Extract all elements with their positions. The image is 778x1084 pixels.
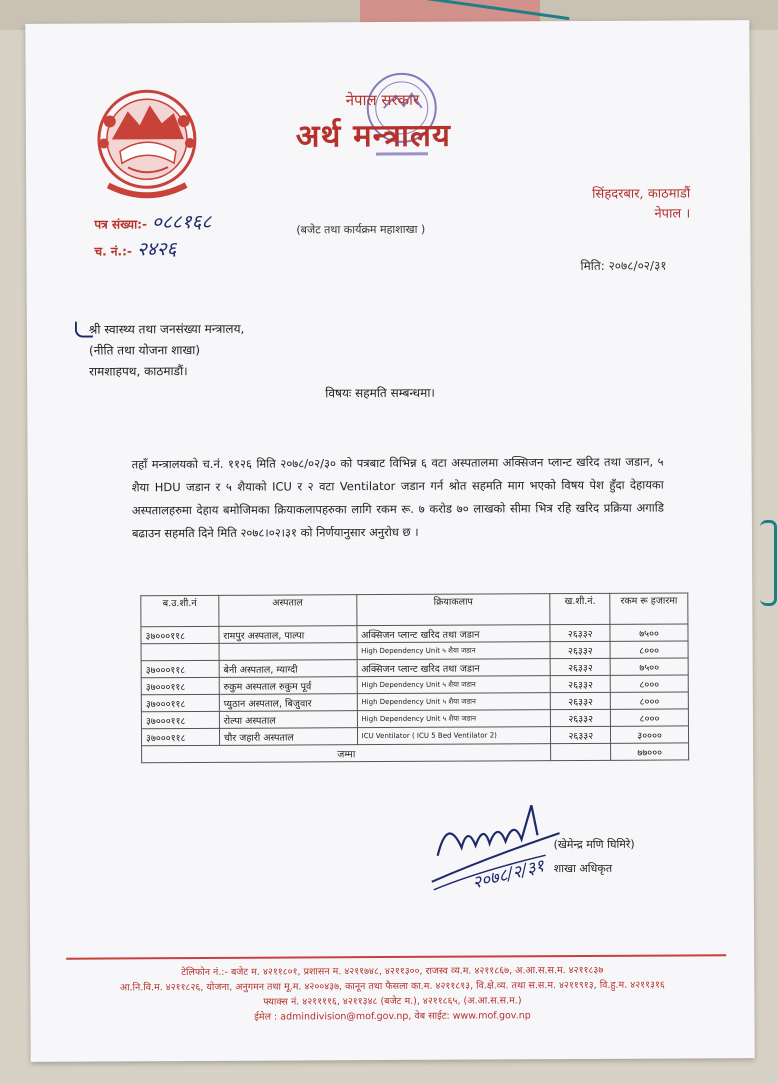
letter-date: मिति: २०७८/०२/३१	[580, 258, 667, 273]
chalani-label: च. नं.:-	[94, 244, 132, 259]
ministry-title: अर्थ मन्त्रालय	[295, 117, 452, 155]
cell-code	[141, 643, 219, 660]
cell-amount: ८०००	[610, 675, 688, 692]
cell-code: ३७०००११८	[141, 711, 219, 728]
footer-fax: फ्याक्स नं. ४२११११६, ४२११३४८ (बजेट म.), ४२११८६५, (अ.आ.स.स.म.)	[263, 995, 522, 1008]
nepal-emblem-icon	[88, 81, 207, 212]
addressee-line-3: रामशाहपथ, काठमाडौं।	[89, 364, 188, 379]
footer-telephone-2: आ.नि.वि.म. ४२११८२६, योजना, अनुगमन तथा मू.म. ४२००४३७, कानून तथा फैसला का.म. ४२११८१३, वि.क्षे.व्य. तथा स.स.म. ४२११९१३, वि.हु.म. ४२११३१६	[119, 979, 665, 994]
subject-line: विषयः सहमति सम्बन्धमा।	[325, 385, 436, 401]
signatory-name: खेमेन्द्र मणि घिमिरे	[557, 837, 631, 852]
cell-activity: ICU Ventilator ( ICU 5 Bed Ventilator 2)	[357, 727, 551, 745]
government-title: नेपाल सरकार	[345, 90, 420, 110]
cell-activity: High Dependency Unit ५ शैया जडान	[357, 676, 551, 694]
letter-page	[25, 20, 754, 1062]
cell-amount: ७५००	[610, 658, 688, 675]
cell-amount: ३००००	[611, 726, 689, 743]
cell-amount: ८०००	[610, 692, 688, 709]
table-total-row	[142, 743, 689, 763]
signatory-name-line: (खेमेन्द्र मणि घिमिरे)	[553, 837, 635, 852]
letterhead-footer	[30, 962, 754, 1026]
patra-value: ०८८१६८	[151, 210, 212, 234]
cell-amount: ८०००	[610, 641, 688, 658]
header-expense: ख.शी.नं.	[550, 593, 610, 624]
table-header-row	[141, 593, 688, 627]
footer-contact: ईमेल : admindivision@mof.gov.np, वेब साईट: www.mof.gov.np	[254, 1010, 531, 1023]
address-line-1: सिंहदरबार, काठमाडौं	[592, 186, 691, 202]
cell-hospital	[219, 643, 357, 661]
section-name: (बजेट तथा कार्यक्रम महाशाखा )	[296, 222, 426, 237]
total-label: जम्मा	[142, 744, 551, 763]
address-line-2: नेपाल ।	[654, 206, 691, 222]
addressee-line-2: (नीति तथा योजना शाखा)	[88, 342, 201, 358]
signature-date: २०७८/२/३१	[470, 855, 547, 894]
cell-hospital: रामपुर अस्पताल, पाल्पा	[219, 626, 357, 644]
cell-expense: २६३३२	[550, 658, 610, 675]
cell-activity: High Dependency Unit ५ शैया जडान	[357, 693, 551, 711]
cell-hospital: रुकुम अस्पताल रुकुम पूर्व	[219, 677, 357, 695]
cell-expense: २६३३२	[551, 709, 611, 726]
cell-hospital: चौर जहारी अस्पताल	[219, 728, 357, 746]
cell-activity: अक्सिजन प्लान्ट खरिद तथा जडान	[357, 625, 551, 643]
cell-activity: High Dependency Unit ५ शैया जडान	[357, 642, 551, 660]
cell-code: ३७०००११८	[141, 728, 219, 745]
letter-body: तहाँ मन्त्रालयको च.नं. ११२६ मिति २०७८/०२/३० को पत्रबाट विभिन्न ६ वटा अस्पतालमा अक्सिजन प्लान्ट खरिद तथा जडान, ५ शैया HDU जडान र ५ शैयाको ICU र २ वटा Ventilator जडान गर्न श्रोत सहमति माग भएको विषय पेश हुँदा देहायका अस्पतालहरुमा देहाय बमोजिमका क्रियाकलापहरुका लागि रकम रू. ७ करोड ७० लाखको सीमा भित्र रहि खरिद प्रक्रिया अगाडि बढाउन सहमति दिने मिति २०७८।०२।३१ को निर्णयानुसार अनुरोध छ ।	[131, 454, 664, 541]
chalani-value: २४२६	[136, 238, 177, 261]
handwritten-mark	[75, 322, 93, 338]
total-amount: ७७०००	[611, 743, 689, 760]
cell-code: ३७०००११८	[141, 660, 219, 677]
cell-activity: अक्सिजन प्लान्ट खरिद तथा जडान	[357, 659, 551, 677]
header-code: ब.उ.शी.नं	[141, 595, 219, 626]
cell-expense: २६३३२	[551, 726, 611, 743]
header-hospital: अस्पताल	[219, 595, 357, 627]
cell-hospital: रोल्पा अस्पताल	[219, 711, 357, 729]
cell-expense: २६३३२	[551, 675, 611, 692]
header-amount: रकम रू हजारमा	[610, 593, 688, 624]
cell-hospital: बेनी अस्पताल, म्याग्दी	[219, 660, 357, 678]
cell-amount: ७५००	[610, 624, 688, 641]
cell-expense: २६३३२	[550, 641, 610, 658]
cell-code: ३७०००११८	[141, 626, 219, 643]
signatory-title: शाखा अधिकृत	[553, 861, 613, 876]
patra-label: पत्र संख्या:-	[94, 217, 147, 232]
header-activity: क्रियाकलाप	[356, 594, 550, 626]
chalani-number	[94, 235, 176, 261]
cell-code: ३७०००११८	[141, 694, 219, 711]
allocation-table	[140, 592, 689, 763]
cell-amount: ८०००	[611, 709, 689, 726]
patra-sankhya	[94, 208, 211, 235]
cell-hospital: प्युठान अस्पताल, बिजुवार	[219, 694, 357, 712]
cell-activity: High Dependency Unit ५ शैया जडान	[357, 710, 551, 728]
addressee-block	[89, 319, 245, 383]
teal-cord-side	[760, 520, 777, 606]
total-empty-cell	[551, 743, 611, 760]
cell-code: ३७०००११८	[141, 677, 219, 694]
signatory-block	[554, 833, 635, 881]
office-address	[592, 184, 690, 225]
cell-expense: २६३३२	[550, 624, 610, 641]
addressee-line-1: श्री स्वास्थ्य तथा जनसंख्या मन्त्रालय,	[88, 321, 245, 337]
footer-telephone: टेलिफोन नं.:- बजेट म. ४२११८०१, प्रशासन म. ४२११७४८, ४२११३००, राजस्व व्य.म. ४२११८६७, अ.आ.स.स.म. ४२११८३७	[181, 964, 604, 979]
cell-expense: २६३३२	[551, 692, 611, 709]
footer-divider	[66, 954, 726, 959]
